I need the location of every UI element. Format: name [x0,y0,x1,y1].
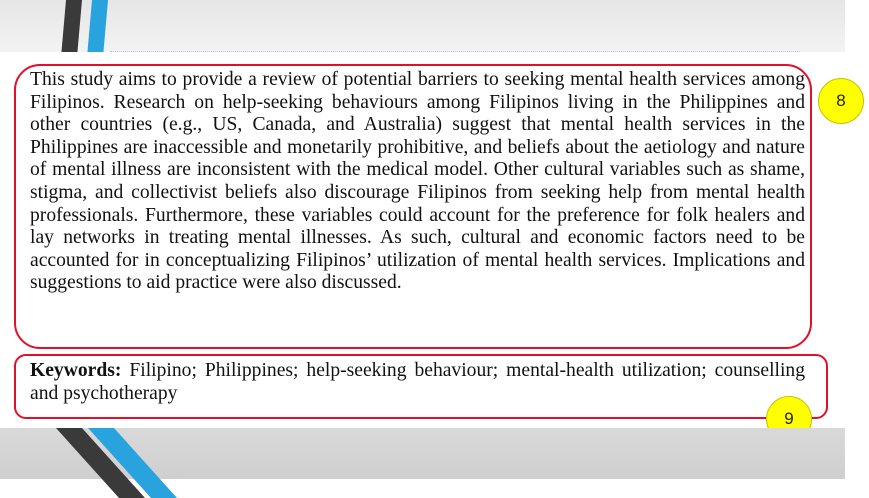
annotation-badge-keywords: 9 [766,396,812,442]
annotation-badge-abstract: 8 [818,78,864,124]
header-rule [110,51,800,52]
keywords-list: Filipino; Philippines; help-seeking behaviour; mental-health utilization; counselling and psychotherapy [30,360,805,404]
keywords-label: Keywords: [30,360,122,381]
keywords-paragraph [30,360,805,405]
top-decor-band [0,0,845,52]
abstract-paragraph: This study aims to provide a review of potential barriers to seeking mental health services among Filipinos. Research on help-seeking behaviours among Filipinos living in the Philippines and other countries (e.g., US, Canada, and Australia) suggest that mental health services in the Philippines are inaccessible and monetarily prohibitive, and beliefs about the aetiology and nature of mental illness are inconsistent with the medical model. Other cultural variables such as shame, stigma, and collectivist beliefs also discourage Filipinos from seeking help from mental health professionals. Furthermore, these variables could account for the preference for folk healers and lay networks in treating mental illnesses. As such, cultural and economic factors need to be accounted for in conceptualizing Filipinos’ utilization of mental health services. Implications and suggestions to aid practice were also discussed. [30,69,805,294]
